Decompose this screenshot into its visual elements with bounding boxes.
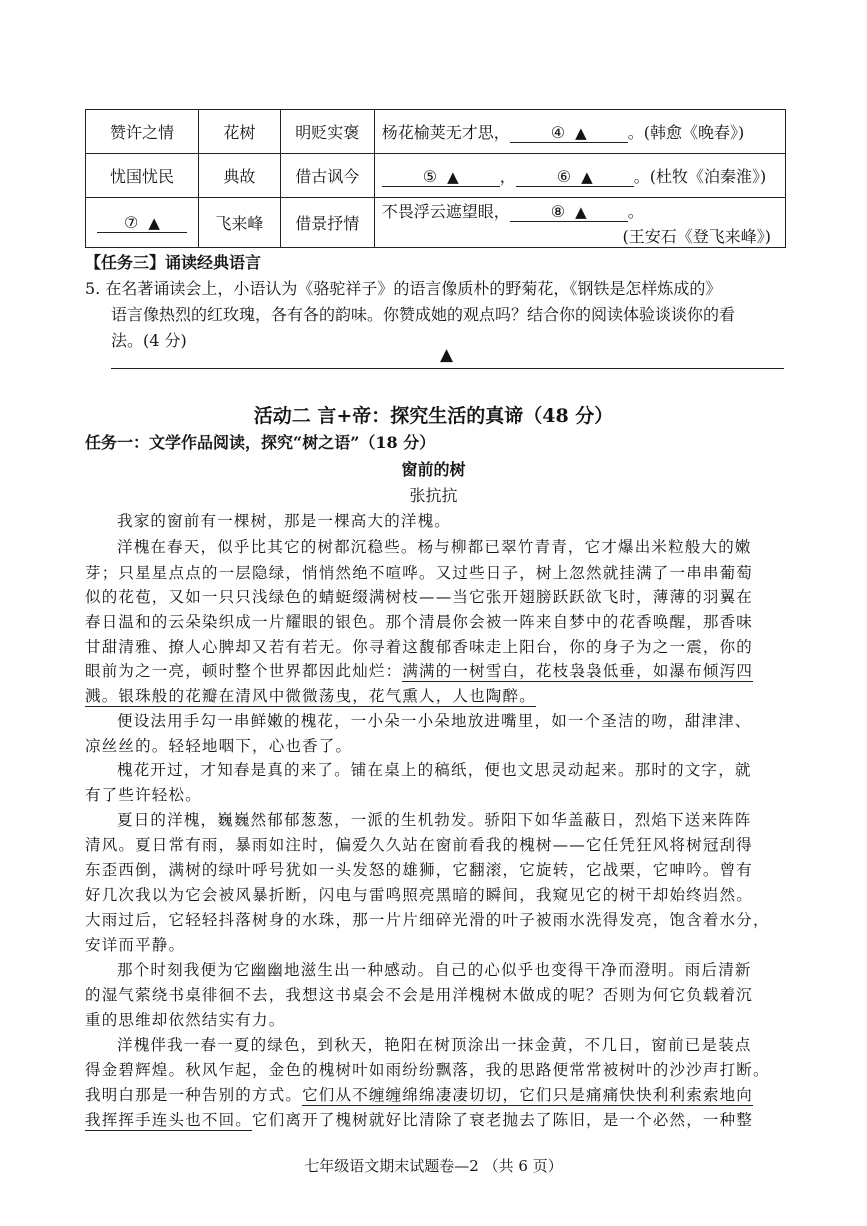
activity-title: 活动二 言+帝：探究生活的真谛（48 分） [253, 405, 614, 427]
underlined-sentence: 满满的一树雪白，花枝袅袅低垂，如瀑布倾泻四 [402, 662, 754, 680]
triangle-mark: ▲ [575, 124, 587, 142]
answer-blank[interactable]: ⑤ ▲ [382, 168, 500, 187]
essay-line: 好几次我以为它会被风暴折断，闪电与雷鸣照亮黑暗的瞬间，我窥见它的树干却始终岿然。 [85, 886, 754, 904]
question5-line: 法。(4 分) [111, 331, 187, 350]
poem-line-cell: ⑤ ▲ ， ⑥ ▲ 。(杜牧《泊秦淮》) [374, 154, 785, 198]
essay-line: 那个时刻我便为它幽幽地滋生出一种感动。自己的心似乎也变得干净而澄明。雨后清新 [117, 961, 752, 979]
essay-line [85, 684, 536, 706]
underlined-sentence: 它们从不缠缠绵绵凄凄切切，它们只是痛痛快快利利索索地向 [302, 1086, 754, 1104]
poem-text: 杨花榆荚无才思， [381, 123, 510, 142]
underlined-sentence: 我挥挥手连头也不回。 [85, 1111, 253, 1129]
question5-line: 5. 在名著诵读会上，小语认为《骆驼祥子》的语言像质朴的野菊花，《钢铁是怎样炼成的》 [85, 279, 722, 298]
essay-line: 洋槐在春天，似乎比其它的树都沉稳些。杨与柳都已翠竹青青，它才爆出米粒般大的嫩 [117, 538, 752, 556]
question5-line: 语言像热烈的红玫瑰，各有各的韵味。你赞成她的观点吗？结合你的阅读体验谈谈你的看 [111, 305, 736, 324]
task3-heading: 【任务三】诵读经典语言 [85, 253, 262, 272]
essay-line: 夏日的洋槐，巍巍然郁郁葱葱，一派的生机勃发。骄阳下如华盖蔽日，烈焰下送来阵阵 [117, 811, 752, 829]
page-footer: 七年级语文期末试题卷—2 （共 6 页） [304, 1157, 563, 1175]
emotion-cell: 赞许之情 [86, 110, 199, 154]
essay-line: 大雨过后，它轻轻抖落树身的水珠，那一片片细碎光滑的叶子被雨水洗得发亮，饱含着水分， [85, 911, 770, 929]
technique-cell: 明贬实褒 [280, 110, 374, 154]
poem-source: 。(韩愈《晚春》) [627, 123, 745, 142]
essay-line: 得金碧辉煌。秋风乍起，金色的槐树叶如雨纷纷飘落，我的思路便常常被树叶的沙沙声打断。 [85, 1061, 770, 1079]
essay-line: 清风。夏日常有雨，暴雨如注时，偏爱久久站在窗前看我的槐树——它任凭狂风将树冠刮得 [85, 836, 754, 854]
triangle-mark: ▲ [447, 168, 459, 186]
essay-line: 眼前为之一亮，顿时整个世界都因此灿烂：满满的一树雪白，花枝袅袅低垂，如瀑布倾泻四 [85, 662, 754, 680]
image-cell: 飞来峰 [198, 198, 280, 248]
essay-line: 春日温和的云朵染织成一片耀眼的银色。那个清晨你会被一阵来自梦中的花香唤醒，那香味 [85, 613, 754, 631]
poem-line-cell [374, 110, 785, 154]
essay-title: 窗前的树 [401, 460, 466, 479]
emotion-cell [86, 198, 199, 248]
table-row [86, 110, 786, 154]
triangle-mark: ▲ [581, 168, 593, 186]
essay-line: 东歪西倒，满树的绿叶呼号犹如一头发怒的雄狮，它翻滚，它旋转，它战栗，它呻吟。曾有 [85, 861, 754, 879]
essay-line: 安详而平静。 [85, 936, 186, 954]
technique-cell: 借景抒情 [280, 198, 374, 248]
essay-line: 凉丝丝的。轻轻地咽下，心也香了。 [85, 737, 353, 755]
answer-blank[interactable]: ⑥ ▲ [516, 168, 634, 187]
answer-blank[interactable]: ⑦ ▲ [97, 214, 187, 233]
image-cell: 花树 [198, 110, 280, 154]
essay-line: 我家的窗前有一棵树，那是一棵高大的洋槐。 [117, 512, 452, 530]
table-row [86, 154, 786, 198]
poem-line-cell: 不畏浮云遮望眼， ⑧ ▲ 。 (王安石《登飞来峰》) [374, 198, 785, 248]
essay-line: 重的思维却依然结实有力。 [85, 1011, 286, 1029]
answer-blank[interactable]: ⑧ ▲ [510, 203, 628, 222]
poem-text: 不畏浮云遮望眼， [381, 201, 510, 221]
poem-source: 。(杜牧《泊秦淮》) [633, 167, 767, 186]
technique-cell: 借古讽今 [280, 154, 374, 198]
essay-line: 槐花开过，才知春是真的来了。铺在桌上的稿纸，便也文思灵动起来。那时的文字，就 [117, 761, 752, 779]
emotion-cell: 忧国忧民 [86, 154, 199, 198]
essay-line: 的湿气萦绕书桌徘徊不去，我想这书桌会不会是用洋槐树木做成的呢？否则为何它负载着沉 [85, 986, 754, 1004]
triangle-mark: ▲ [440, 345, 454, 365]
triangle-mark: ▲ [575, 202, 587, 221]
essay-line: 甘甜清雅、撩人心脾却又若有若无。你寻着这馥郁香味走上阳台，你的身子为之一震，你的 [85, 638, 754, 656]
underlined-sentence: 溅。银珠般的花瓣在清风中微微荡曳，花气熏人，人也陶醉。 [85, 687, 536, 705]
essay-author: 张抗抗 [409, 486, 458, 505]
image-cell: 典故 [198, 154, 280, 198]
answer-line[interactable] [111, 368, 784, 369]
poem-source: (王安石《登飞来峰》) [622, 226, 771, 246]
essay-line: 我明白那是一种告别的方式。它们从不缠缠绵绵凄凄切切，它们只是痛痛快快利利索索地向 [85, 1086, 754, 1104]
essay-line: 芽；只星星点点的一层隐绿，悄悄然绝不喧哗。又过些日子，树上忽然就挂满了一串串葡萄 [85, 564, 754, 582]
task1-heading: 任务一：文学作品阅读，探究“树之语”（18 分） [85, 433, 436, 452]
essay-line: 有了些许轻松。 [85, 786, 202, 804]
essay-line: 我挥挥手连头也不回。它们离开了槐树就好比清除了衰老抛去了陈旧，是一个必然，一种整 [85, 1111, 754, 1129]
answer-blank[interactable]: ④ ▲ [510, 124, 628, 143]
triangle-mark: ▲ [148, 213, 160, 232]
essay-line: 便设法用手勾一串鲜嫩的槐花，一小朵一小朵地放进嘴里，如一个圣洁的吻，甜津津、 [117, 712, 752, 730]
essay-line: 似的花苞，又如一只只浅绿色的蜻蜓缀满树枝——当它张开翅膀跃跃欲飞时，薄薄的羽翼在 [85, 588, 754, 606]
table-row [86, 198, 786, 248]
poem-table [85, 109, 786, 248]
essay-line: 洋槐伴我一春一夏的绿色，到秋天，艳阳在树顶涂出一抹金黄，不几日，窗前已是装点 [117, 1036, 752, 1054]
